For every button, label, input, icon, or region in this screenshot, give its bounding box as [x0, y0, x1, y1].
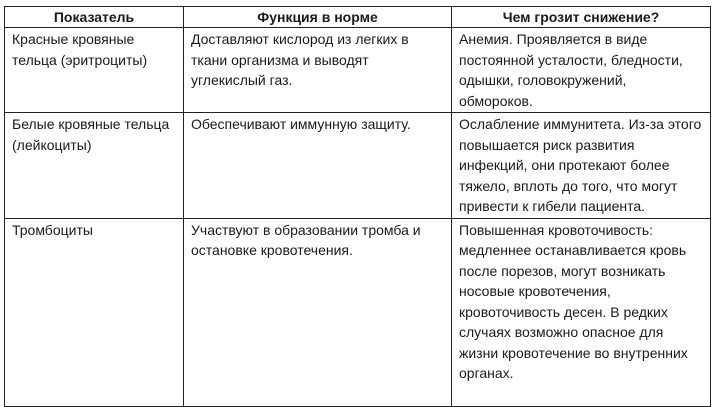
cell-indicator: Красные кровяные тельца (эритроциты): [5, 28, 184, 113]
table-row: [5, 218, 711, 406]
cell-indicator: Белые кровяные тельца (лейкоциты): [5, 113, 184, 219]
header-indicator: Показатель: [5, 7, 184, 28]
cell-function: Доставляют кислород из легких в ткани организма и выводят углекислый газ.: [184, 28, 452, 113]
blood-cells-table: [4, 6, 711, 407]
cell-risk: Анемия. Проявляется в виде постоянной усталости, бледности, одышки, головокружений, обмороков.: [452, 28, 711, 113]
header-risk: Чем грозит снижение?: [452, 7, 711, 28]
cell-indicator: Тромбоциты: [5, 218, 184, 406]
header-function: Функция в норме: [184, 7, 452, 28]
cell-function: Обеспечивают иммунную защиту.: [184, 113, 452, 219]
table-header-row: [5, 7, 711, 28]
cell-risk: Ослабление иммунитета. Из-за этого повышается риск развития инфекций, они протекают более тяжело, вплоть до того, что могут привести к гибели пациента.: [452, 113, 711, 219]
cell-function: Участвуют в образовании тромба и остановке кровотечения.: [184, 218, 452, 406]
table-row: [5, 113, 711, 219]
cell-risk: Повышенная кровоточивость: медленнее останавливается кровь после порезов, могут возникать носовые кровотечения, кровоточивость десен. В редких случаях возможно опасное для жизни кровотечение во внутренних органах.: [452, 218, 711, 406]
table-row: [5, 28, 711, 113]
